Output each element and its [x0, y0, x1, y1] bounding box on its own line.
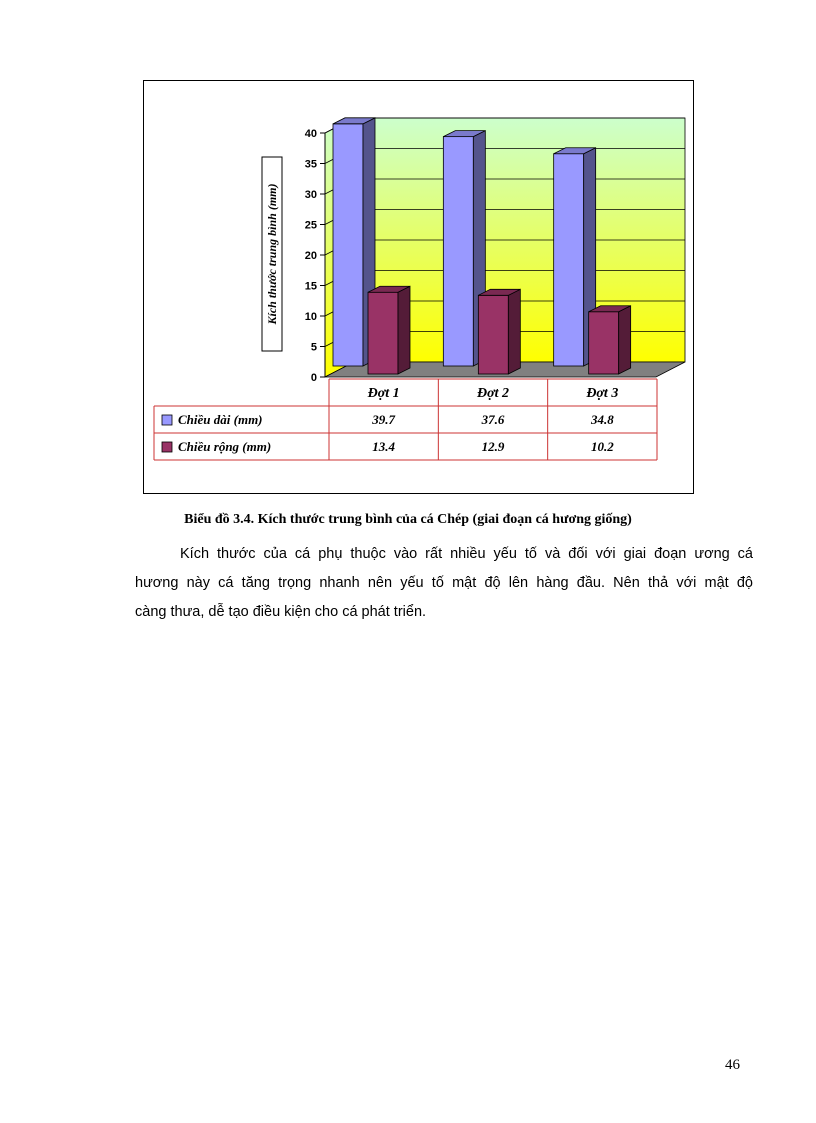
y-tick-label: 35 [304, 158, 317, 171]
legend-label: Chiều dài (mm) [178, 412, 263, 427]
figure-caption: Biểu đồ 3.4. Kích thước trung bình của cá Chép (giai đoạn cá hương giống) [184, 512, 632, 527]
x-category-label: Đợt 2 [476, 386, 510, 401]
paragraph-line: càng thưa, dễ tạo điều kiện cho cá phát triển. [135, 604, 427, 620]
legend-swatch [162, 442, 172, 452]
bar-front [333, 124, 363, 366]
legend-label: Chiều rộng (mm) [178, 439, 272, 454]
bar-side [619, 306, 631, 374]
chart-frame [143, 80, 694, 494]
data-label: 39.7 [372, 412, 396, 427]
body-paragraph [135, 540, 753, 627]
y-axis-title: Kích thước trung bình (mm) [265, 183, 279, 325]
y-tick-label: 25 [304, 219, 317, 232]
data-label: 12.9 [481, 439, 505, 454]
bar-front [443, 137, 473, 366]
data-label: 13.4 [372, 439, 396, 454]
y-tick-label: 0 [310, 372, 317, 384]
legend-swatch [162, 415, 172, 425]
chart [144, 81, 695, 495]
y-tick-label: 5 [310, 341, 317, 354]
bar [478, 289, 520, 374]
bar [589, 306, 631, 374]
paragraph-line: Kích thước của cá phụ thuộc vào rất nhiều yếu tố và đối với giai đoạn ương cá [180, 546, 753, 562]
data-label: 37.6 [481, 412, 505, 427]
y-tick-label: 40 [304, 128, 317, 140]
bar-front [554, 154, 584, 366]
x-category-label: Đợt 1 [367, 386, 400, 401]
data-label: 34.8 [590, 412, 614, 427]
y-tick-label: 30 [304, 189, 317, 201]
data-label: 10.2 [590, 439, 614, 454]
bar-side [398, 286, 410, 374]
bar [368, 286, 410, 374]
page-number: 46 [725, 1057, 740, 1073]
y-tick-label: 20 [304, 250, 317, 262]
bar-front [368, 292, 398, 374]
paragraph-line: hương này cá tăng trọng nhanh nên yếu tố mật độ lên hàng đầu. Nên thả với mật độ [135, 575, 753, 591]
y-tick-label: 15 [304, 280, 317, 293]
bar-side [508, 289, 520, 374]
x-category-label: Đợt 3 [586, 386, 619, 401]
y-tick-label: 10 [304, 311, 317, 323]
bar-front [478, 295, 508, 374]
bar-front [589, 312, 619, 374]
